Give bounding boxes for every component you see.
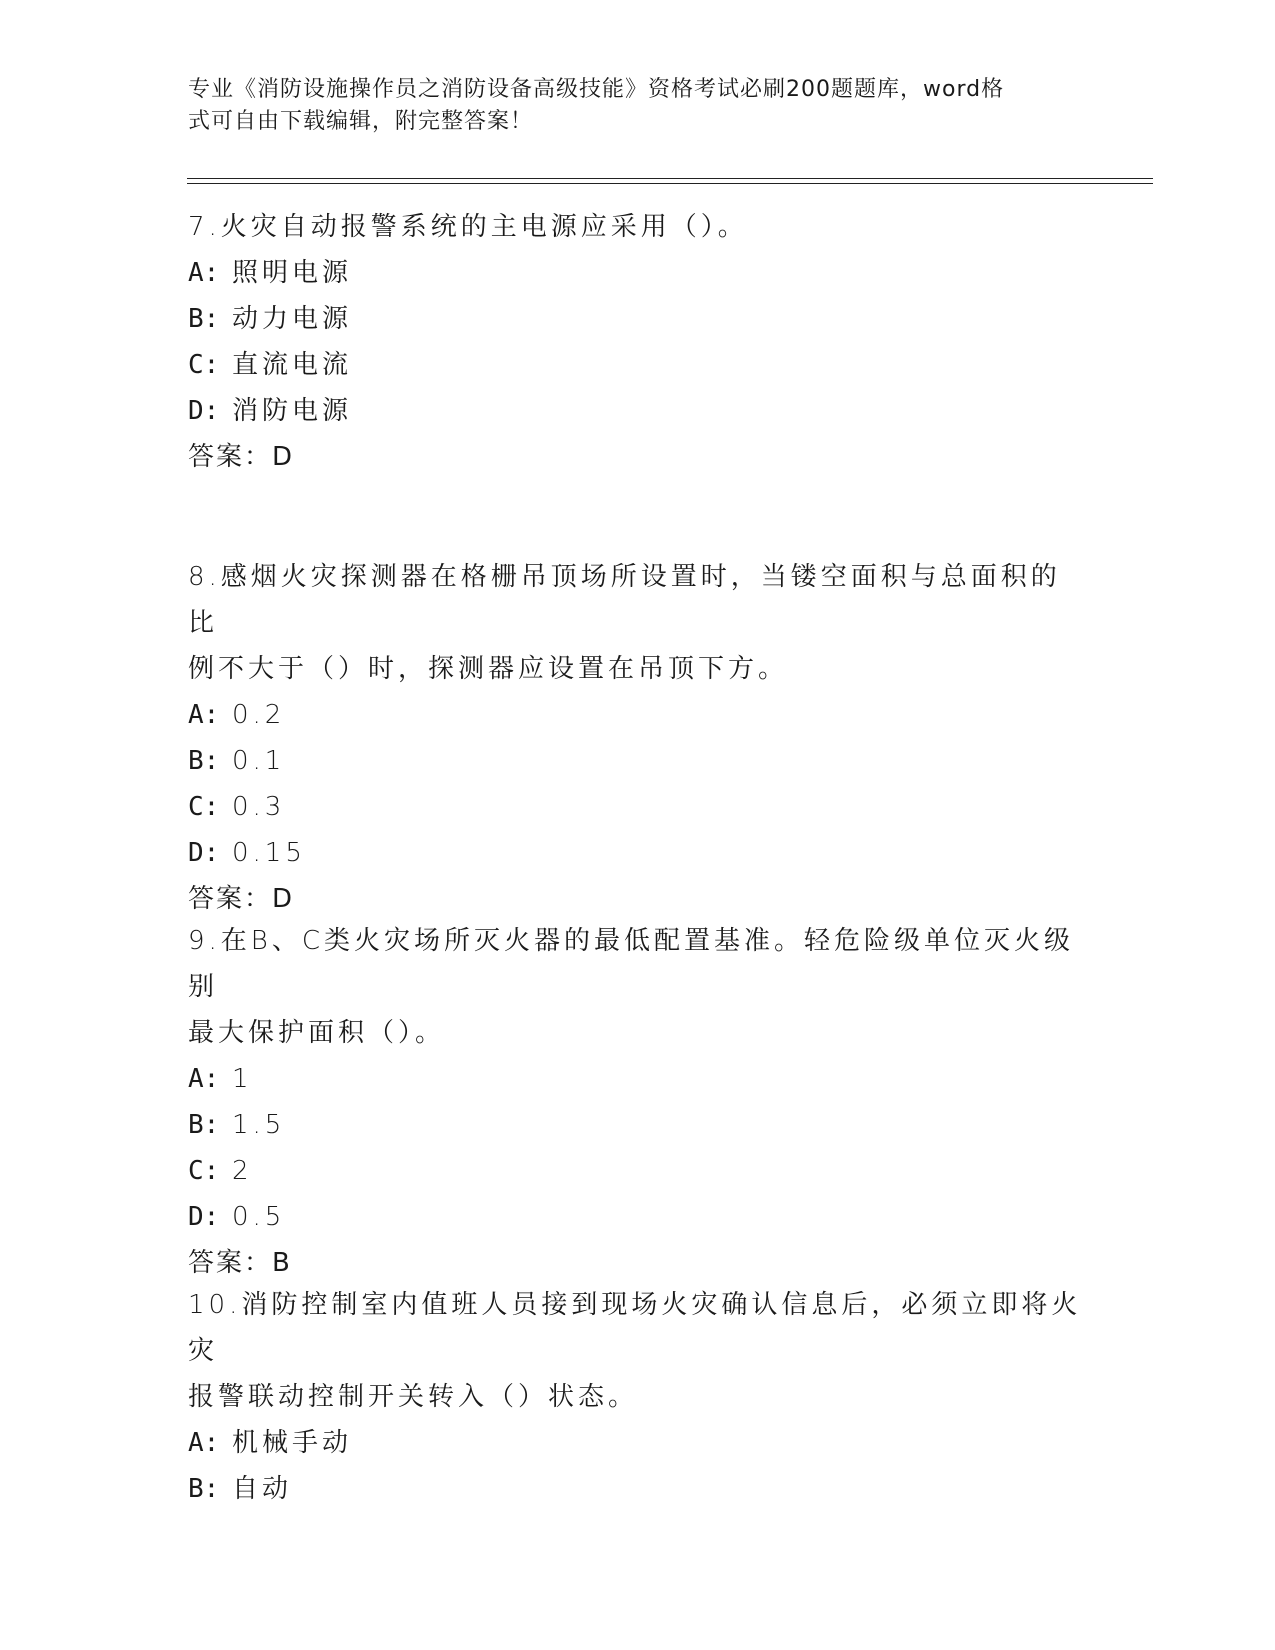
question-stem-line-2: 最大保护面积（）。 <box>188 1018 446 1048</box>
option-key: A: <box>188 700 220 730</box>
option-key: C: <box>188 1156 220 1186</box>
option-text: 0.1 <box>232 746 286 776</box>
question-stem-line-1: 8.感烟火灾探测器在格栅吊顶场所设置时，当镂空面积与总面积的比 <box>188 562 1061 638</box>
answer-value: D <box>272 884 294 914</box>
option-text: 消防电源 <box>232 396 353 426</box>
question-stem-line-1: 9.在B、C类火灾场所灭火器的最低配置基准。轻危险级单位灭火级别 <box>188 926 1074 1002</box>
answer-label: 答案： <box>188 884 273 914</box>
header-divider-bottom <box>187 183 1153 184</box>
option-text: 0.2 <box>232 700 286 730</box>
option-text: 机械手动 <box>232 1428 353 1458</box>
option-key: B: <box>188 1474 220 1504</box>
option-c <box>188 1148 1088 1194</box>
question-stem: 7.火灾自动报警系统的主电源应采用（）。 <box>188 212 748 242</box>
question-10 <box>188 1282 1088 1512</box>
question-7 <box>188 204 1088 480</box>
document-header <box>188 74 1088 138</box>
option-key: D: <box>188 1202 220 1232</box>
option-key: C: <box>188 792 220 822</box>
option-b <box>188 1102 1088 1148</box>
option-key: B: <box>188 1110 220 1140</box>
question-stem-line-2: 例不大于（）时，探测器应设置在吊顶下方。 <box>188 654 789 684</box>
option-a <box>188 1056 1088 1102</box>
option-b <box>188 738 1088 784</box>
option-a <box>188 1420 1088 1466</box>
option-key: B: <box>188 746 220 776</box>
option-text: 动力电源 <box>232 304 353 334</box>
option-text: 2 <box>232 1156 253 1186</box>
option-c <box>188 784 1088 830</box>
answer-line <box>188 876 1088 922</box>
option-text: 1 <box>232 1064 253 1094</box>
option-text: 照明电源 <box>232 258 353 288</box>
option-key: D: <box>188 838 220 868</box>
question-9 <box>188 918 1088 1286</box>
option-text: 0.5 <box>232 1202 286 1232</box>
option-key: C: <box>188 350 220 380</box>
option-key: A: <box>188 258 220 288</box>
header-line-1: 专业《消防设施操作员之消防设备高级技能》资格考试必刷200题题库，word格 <box>188 77 1005 102</box>
option-key: A: <box>188 1428 220 1458</box>
answer-value: B <box>272 1248 291 1278</box>
option-a <box>188 692 1088 738</box>
answer-line <box>188 434 1088 480</box>
question-stem-line-1: 10.消防控制室内值班人员接到现场火灾确认信息后，必须立即将火灾 <box>188 1290 1082 1366</box>
option-key: D: <box>188 396 220 426</box>
answer-line <box>188 1240 1088 1286</box>
option-text: 自动 <box>232 1474 293 1504</box>
answer-label: 答案： <box>188 1248 273 1278</box>
option-b <box>188 1466 1088 1512</box>
answer-label: 答案： <box>188 442 273 472</box>
option-text: 0.3 <box>232 792 286 822</box>
option-key: B: <box>188 304 220 334</box>
question-8 <box>188 554 1088 922</box>
question-stem-line-2: 报警联动控制开关转入（）状态。 <box>188 1382 639 1412</box>
option-a <box>188 250 1088 296</box>
option-b <box>188 296 1088 342</box>
option-key: A: <box>188 1064 220 1094</box>
option-c <box>188 342 1088 388</box>
option-text: 1.5 <box>232 1110 286 1140</box>
header-line-2: 式可自由下载编辑，附完整答案！ <box>188 109 534 134</box>
answer-value: D <box>272 442 294 472</box>
option-d <box>188 830 1088 876</box>
option-text: 直流电流 <box>232 350 353 380</box>
header-divider-top <box>187 178 1153 179</box>
option-text: 0.15 <box>232 838 306 868</box>
option-d <box>188 388 1088 434</box>
option-d <box>188 1194 1088 1240</box>
